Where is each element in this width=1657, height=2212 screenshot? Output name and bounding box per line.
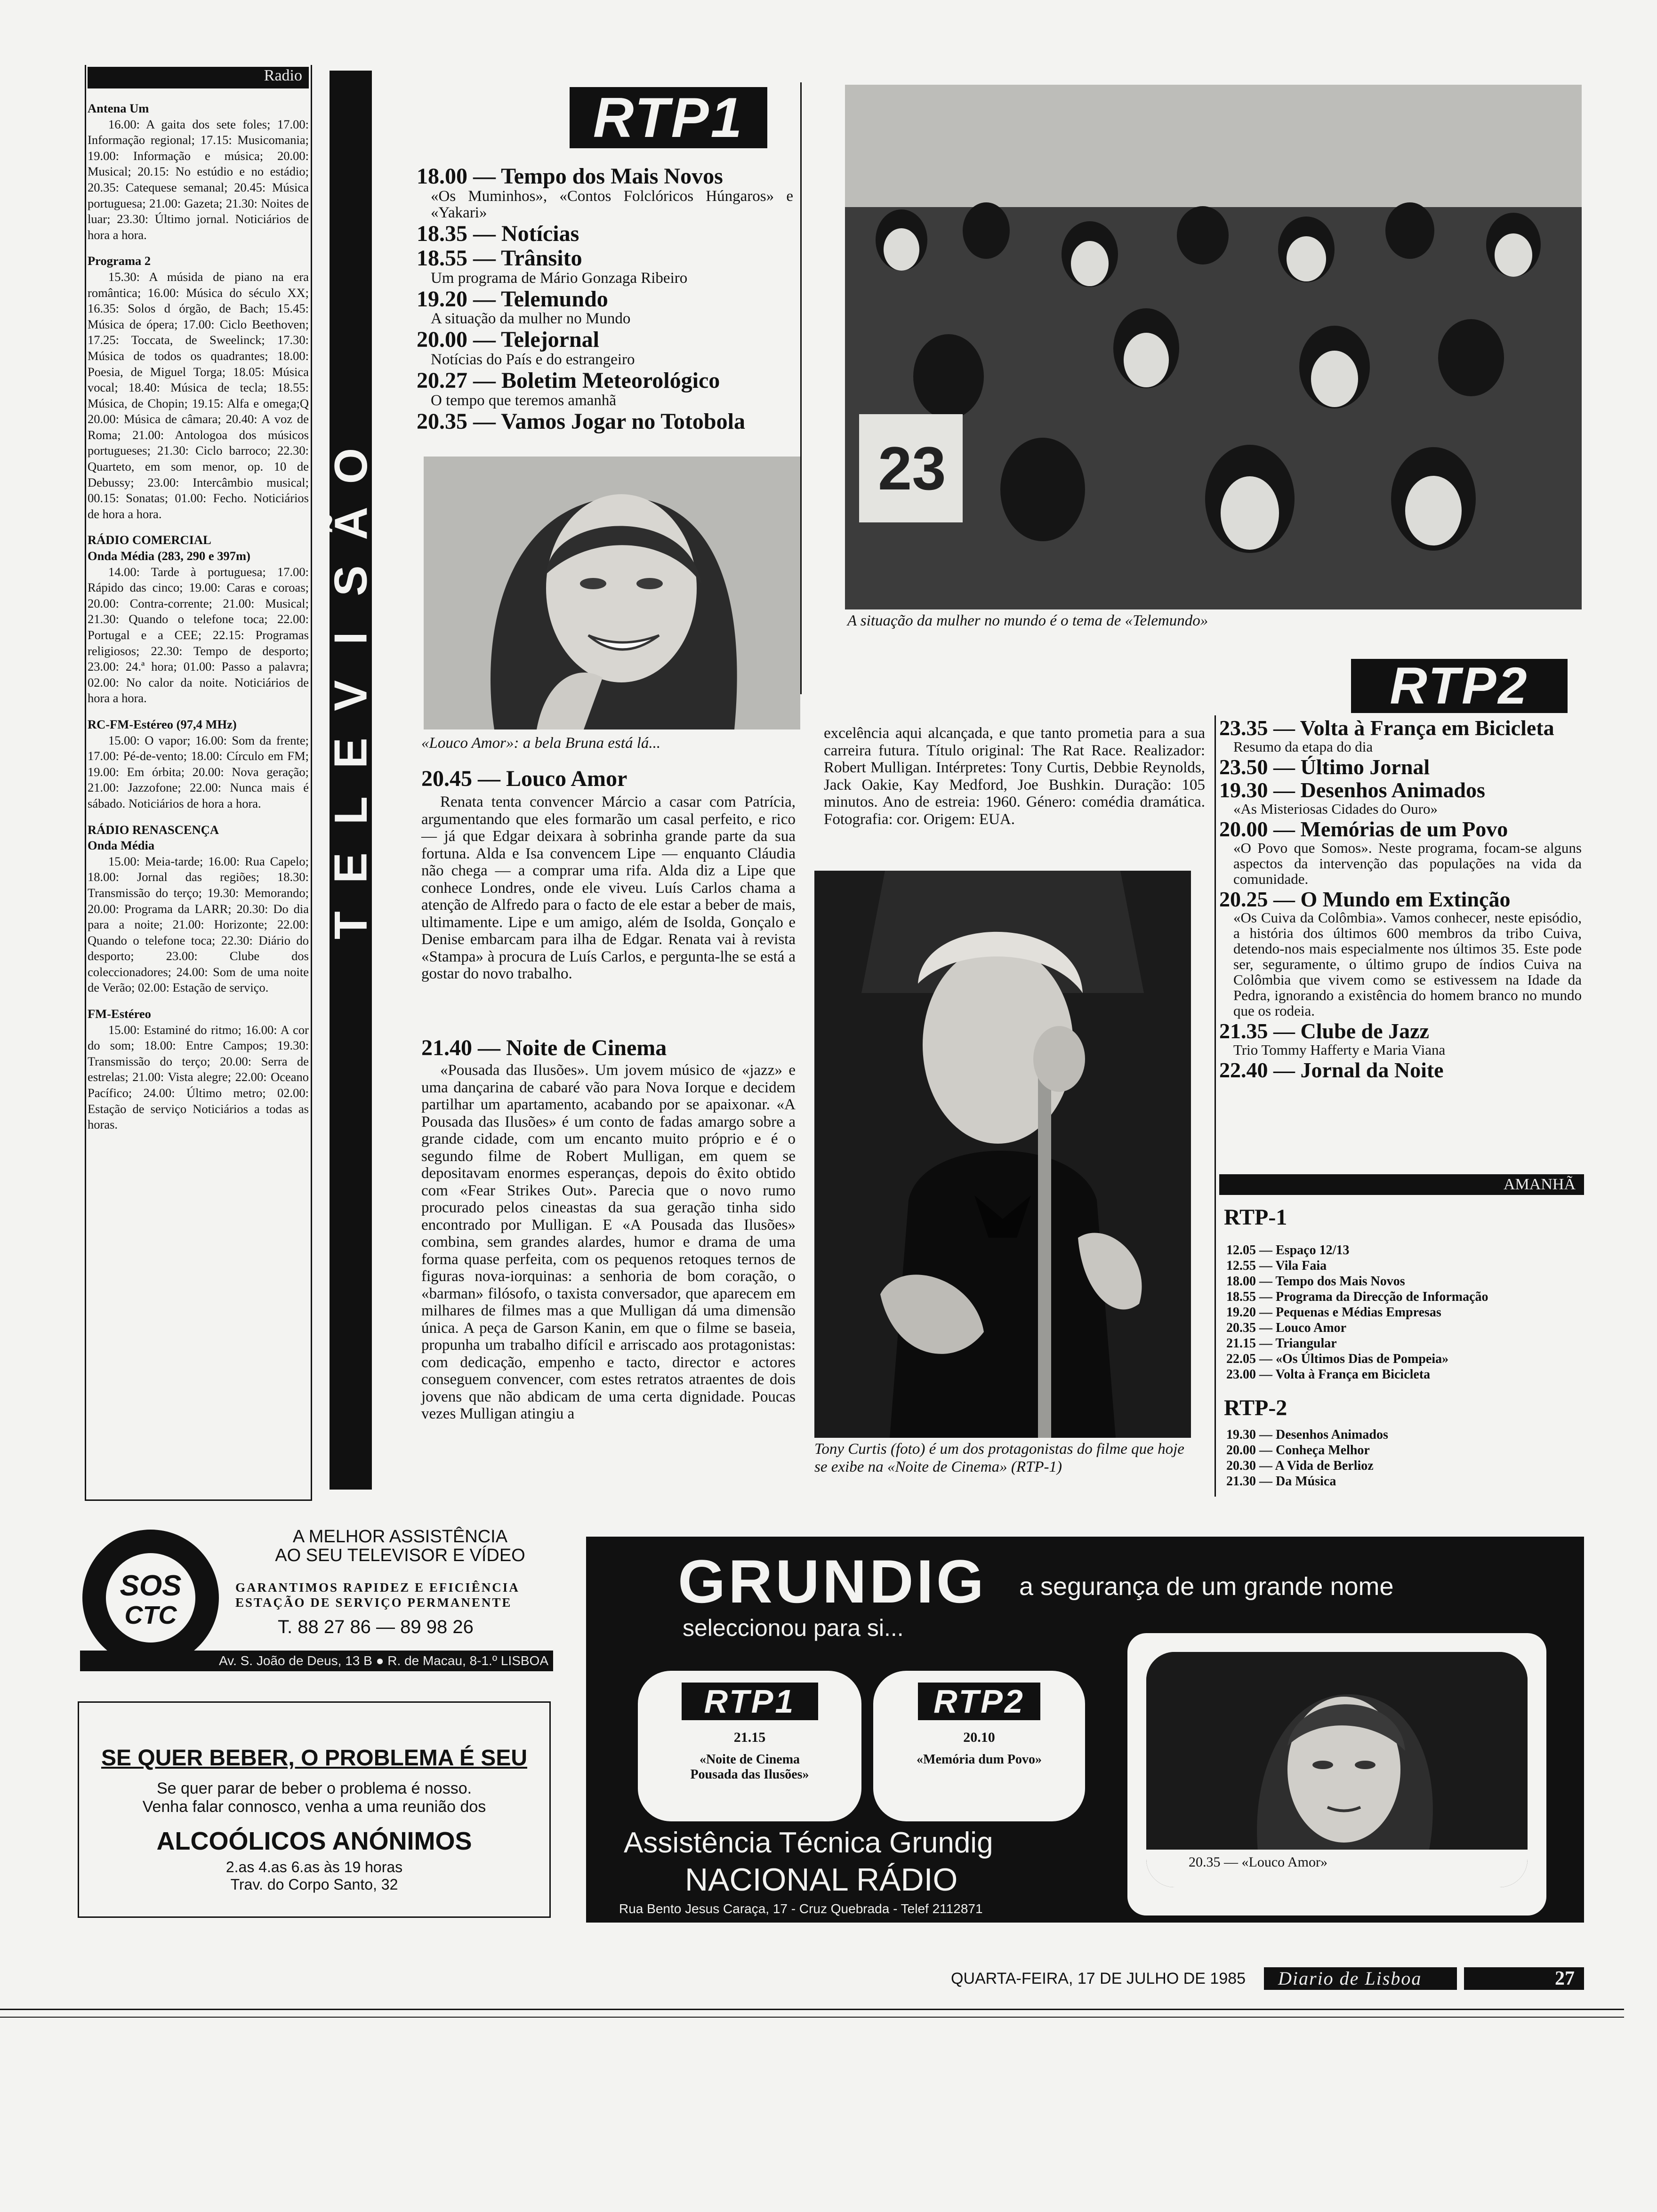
radio-station-schedule: 15.00: Estaminé do ritmo; 16.00: A cor do som; 18.00: Entre Campos; 19.30: Transmissão do terço; 20.00: Serra de estrelas; 21.00: Vista alegre; 22.00: Oceano Pacífico; 24.00: Último metro; 02.00: Estação de serviço Noticiários a todas as horas.	[88, 1022, 309, 1132]
rtp2-logo: RTP2	[1351, 659, 1568, 713]
televisao-letter: E	[325, 852, 377, 883]
amanha-item: 20.30 — A Vida de Berlioz	[1226, 1459, 1374, 1473]
program-title: 18.55 — Trânsito	[417, 245, 582, 271]
radio-bottom-rule	[85, 1499, 312, 1501]
grundig-slogan: a segurança de um grande nome	[1019, 1572, 1394, 1601]
grundig-rtp2-logo: RTP2	[918, 1683, 1040, 1720]
bruna-caption: «Louco Amor»: a bela Bruna está lá...	[421, 735, 661, 752]
aa-title: SE QUER BEBER, O PROBLEMA É SEU	[101, 1746, 527, 1771]
televisao-letter: V	[325, 680, 377, 711]
grundig-rtp2-card	[873, 1671, 1085, 1821]
aa-address: Trav. do Corpo Santo, 32	[230, 1876, 398, 1893]
program-title: 21.35 — Clube de Jazz	[1219, 1019, 1429, 1043]
amanha-item: 19.20 — Pequenas e Médias Empresas	[1226, 1305, 1441, 1320]
televisao-bar	[324, 71, 377, 1490]
televisao-letter: L	[325, 796, 377, 825]
program-title: 22.40 — Jornal da Noite	[1219, 1058, 1444, 1082]
amanha-rtp1-label: RTP-1	[1224, 1205, 1287, 1230]
grundig-tv-caption: 20.35 — «Louco Amor»	[1189, 1854, 1327, 1870]
radio-station-name: RÁDIO COMERCIAL	[88, 533, 211, 547]
bruna-photo	[424, 457, 800, 729]
noite-cinema-continuation: excelência aqui alcançada, e que tanto prometia para a sua carreira futura. Título original: The Rat Race. Realizador: Robert Mulligan. Intérpretes: Tony Curtis, Debbie Reynolds, Jack Oakie, Kay Medford, Joe Bushkin. Duração: 105 minutos. Ano de estreia: 1960. Género: comédia dramática. Fotografia: cor. Origem: EUA.	[824, 725, 1205, 828]
louco-amor-text: Renata tenta convencer Márcio a casar com Patrícia, argumentando que eles formarão um casal perfeito, e rico — já que Edgar deixara à sobrinha grande parte da sua fortuna. Alda e Isa convencem Lipe — enquanto Cláudia não chega — a comprar uma rifa. Alda diz a Lipe que conhece Londres, onde ele viveu. Luís Carlos chama a atenção de Alfredo para o facto de ele estar a beber de mais, ultimamente. Lipe e um amigo, além de Isolda, Gonçalo e Denise embarcam para ilha de Edgar. Renata vai à revista «Stampa» à procura de Luís Carlos, e pergunta-lhe se está a gostar do novo trabalho.	[421, 793, 796, 982]
sos-ctc-logo	[80, 1527, 231, 1668]
grundig-assist: Assistência Técnica Grundig	[624, 1827, 993, 1859]
radio-station-name: Antena Um	[88, 101, 149, 115]
amanha-item: 19.30 — Desenhos Animados	[1226, 1427, 1388, 1442]
program-title: 20.00 — Telejornal	[417, 327, 600, 353]
amanha-item: 12.05 — Espaço 12/13	[1226, 1243, 1350, 1258]
crowd-jersey-number: 23	[878, 434, 946, 503]
crowd-caption: A situação da mulher no mundo é o tema de «Telemundo»	[847, 612, 1208, 629]
radio-station-schedule: 16.00: A gaita dos sete foles; 17.00: Informação regional; 17.15: Musicomania; 19.00: Informação e música; 20.00: Musical; 20.15: No estúdio e no estádio; 20.35: Catequese semanal; 20.45: Música portuguesa; 21.00: Gazeta; 21.30: Noites de luar; 23.30: Último jornal. Noticiários de hora a hora.	[88, 117, 309, 242]
footer-page-number: 27	[1464, 1967, 1584, 1990]
televisao-letter: Ã	[325, 506, 377, 540]
rtp2-divider	[1215, 715, 1216, 1497]
rtp1-logo: RTP1	[570, 87, 767, 148]
crowd-photo	[845, 85, 1582, 609]
grundig-nacional: NACIONAL RÁDIO	[685, 1862, 958, 1898]
sos-tagline: GARANTIMOS RAPIDEZ E EFICIÊNCIA ESTAÇÃO DE SERVIÇO PERMANENTE	[235, 1580, 520, 1610]
radio-right-rule	[311, 65, 312, 1500]
radio-header: Radio	[88, 67, 309, 88]
amanha-item: 12.55 — Vila Faia	[1226, 1258, 1327, 1273]
radio-station-schedule: 15.30: A músida de piano na era romântica; 16.00: Música do século XX; 16.35: Solos d órgão, de Bach; 15.45: Música de ópera; 17.00: Ciclo Beethoven; 17.25: Toccata, de Sweelinck; 17.30: Música de todos os quadrantes; 18.00: Poesia, de Miguel Torga; 18.05: Música vocal; 18.40: Música de tecla; 18.55: Música, de Chopin; 19.15: Alfa e omega;Q 20.00: Música de câmara; 20.40: A voz de Roma; 21.00: Antologoa dos músicos portugueses; 21.30: Ciclo barroco; 22.30: Quarteto, em som menor, op. 10 de Debussy; 23.00: Intercâmbio musical; 00.15: Sonatas; 01.00: Fecho. Noticiários de hora a hora.	[88, 269, 309, 521]
ad-alcoolicos-anonimos	[78, 1701, 551, 1918]
sos-address: Av. S. João de Deus, 13 B ● R. de Macau, 8-1.º LISBOA	[80, 1651, 553, 1671]
televisao-letter: O	[324, 448, 377, 484]
radio-station-band: Onda Média	[88, 838, 155, 853]
noite-cinema-text: «Pousada das Ilusões». Um jovem músico de «jazz» e uma dançarina de cabaré vão para Nova Iorque e decidem partilhar um apartamento, acabando por se apaixonar. «A Pousada das Ilusões» é um conto de fadas amargo sobre a grande cidade, com um encanto muito próprio e é o segundo filme de Robert Mulligan, em quem se depositavam enormes esperanças, depois do êxito obtido com «Fear Strikes Out». Parecia que o novo rumo procurado pelos cineastas da sua geração tinha sido encontrado por Mulligan. E «A Pousada das Ilusões» combina, sem grandes alardes, humor e drama de uma forma quase perfeita, com os pequenos retoques ternos de figuras nova-iorquinas: a senhoria de bom coração, o «barman» filósofo, o taxista conversador, que aparecem em milhares de filmes mas a que Mulligan dá uma dimensão única. A peça de Garson Kanin, em que o filme se baseia, propunha um trabalho difícil e arriscado aos protagonistas: com dedicação, empenho e tacto, director e actores conseguem convencer, com estes retratos atraentes de dois jovens que não abdicam de uma certa dignidade. Poucas vezes Mulligan atingiu a	[421, 1062, 796, 1422]
grundig-rtp1-card	[638, 1671, 861, 1821]
amanha-item: 18.55 — Programa da Direcção de Informação	[1226, 1290, 1488, 1304]
program-title: 19.20 — Telemundo	[417, 286, 608, 312]
radio-station-schedule: 14.00: Tarde à portuguesa; 17.00: Rápido das cinco; 19.00: Caras e coroas; 20.00: Contra-corrente; 21.00: Musical; 21.30: Quando o telefone toca; 22.00: Portugal e a CEE; 22.15: Programas religiosos; 22.30: Tempo de desporto; 23.00: 24.ª hora; 01.00: Passo a palavra; 02.00: No calor da noite. Noticiários de hora a hora.	[88, 564, 309, 705]
program-title: 23.50 — Último Jornal	[1219, 754, 1430, 779]
grundig-tv	[1127, 1633, 1546, 1915]
sos-headline: A MELHOR ASSISTÊNCIA AO SEU TELEVISOR E VÍDEO	[275, 1527, 525, 1565]
radio-left-rule	[85, 65, 86, 1500]
footer-rule-2	[0, 2017, 1624, 2018]
program-description: «Os Cuiva da Colômbia». Vamos conhecer, neste episódio, a história dos últimos 600 membros da tribo Cuiva, detendo-nos mais especialmente nos últimos 35. Este pode ser, seguramente, o último grupo de índios Cuiva na Colômbia que vivem como se estivessem na Idade da Pedra, ignorando a existência do homem branco no mundo que os rodeia.	[1233, 909, 1582, 1019]
televisao-label	[324, 442, 377, 949]
program-title: 20.35 — Vamos Jogar no Totobola	[417, 409, 745, 434]
program-title: 20.00 — Memórias de um Povo	[1219, 817, 1508, 842]
program-description: Resumo da etapa do dia	[1233, 738, 1373, 755]
grundig-rtp2-l1: «Memória dum Povo»	[917, 1752, 1042, 1767]
aa-line1: Se quer parar de beber o problema é nosso.	[156, 1779, 472, 1797]
grundig-address: Rua Bento Jesus Caraça, 17 - Cruz Quebrada - Telef 2112871	[619, 1901, 983, 1916]
logo-ctc: CTC	[124, 1601, 177, 1629]
grundig-rtp1-l1: «Noite de Cinema	[699, 1752, 800, 1767]
program-description: «As Misteriosas Cidades do Ouro»	[1233, 801, 1438, 817]
grundig-rtp1-logo: RTP1	[682, 1683, 818, 1720]
tony-curtis-photo	[814, 871, 1191, 1438]
amanha-rtp2-label: RTP-2	[1224, 1395, 1287, 1420]
program-description: Trio Tommy Hafferty e Maria Viana	[1233, 1042, 1446, 1058]
rtp1-divider	[800, 82, 802, 694]
program-title: 20.25 — O Mundo em Extinção	[1219, 887, 1511, 911]
program-description: A situação da mulher no Mundo	[431, 310, 631, 328]
radio-station-schedule: 15.00: Meia-tarde; 16.00: Rua Capelo; 18.00: Jornal das regiões; 18.30: Transmissão do terço; 19.30: Memorando; 20.00: Programa da LARR; 20.30: Do dia para a noite; 21.00: Horizonte; 22.00: Quando o telefone toca; 22.30: Diário do desporto; 23.00: Clube dos coleccionadores; 24.00: Som de uma noite de Verão; 02.00: Estação de serviço.	[88, 854, 309, 995]
program-title: 23.35 — Volta à França em Bicicleta	[1219, 716, 1554, 740]
amanha-item: 21.15 — Triangular	[1226, 1336, 1337, 1351]
grundig-tv-screen	[1146, 1652, 1528, 1887]
radio-station-name: FM-Estéreo	[88, 1007, 151, 1021]
program-description: O tempo que teremos amanhã	[431, 392, 617, 409]
noite-cinema-title: 21.40 — Noite de Cinema	[421, 1035, 667, 1060]
radio-station-schedule: 15.00: O vapor; 16.00: Som da frente; 17.00: Pé-de-vento; 18.00: Círculo em FM; 19.00: Em órbita; 20.00: Nova geração; 21.00: Jazzofone; 22.00: Nunca mais é sábado. Noticiários de hora a hora.	[88, 733, 309, 810]
sos-phone: T. 88 27 86 — 89 98 26	[278, 1617, 474, 1637]
logo-sos: SOS	[120, 1570, 182, 1602]
grundig-rtp2-time: 20.10	[963, 1730, 995, 1745]
radio-stations	[88, 101, 309, 1133]
program-description: «O Povo que Somos». Neste programa, focam-se alguns aspectos da intervenção das populações na vida da comunidade.	[1233, 839, 1582, 887]
radio-station-name: RC-FM-Estéreo (97,4 MHz)	[88, 717, 237, 731]
televisao-letter: E	[325, 737, 377, 769]
footer-paper: Diario de Lisboa	[1264, 1967, 1457, 1990]
grundig-rtp1-l2: Pousada das Ilusões»	[690, 1767, 809, 1782]
aa-name: ALCOÓLICOS ANÓNIMOS	[156, 1827, 472, 1855]
ad-grundig	[586, 1537, 1584, 1923]
aa-days: 2.as 4.as 6.as às 19 horas	[225, 1859, 403, 1875]
amanha-item: 21.30 — Da Música	[1226, 1474, 1336, 1489]
program-description: Notícias do País e do estrangeiro	[431, 351, 635, 369]
footer-date: QUARTA-FEIRA, 17 DE JULHO DE 1985	[951, 1970, 1246, 1988]
program-title: 18.35 — Notícias	[417, 221, 579, 246]
televisao-letter: S	[325, 565, 377, 596]
radio-station-band: Onda Média (283, 290 e 397m)	[88, 549, 250, 563]
grundig-rtp1-time: 21.15	[733, 1730, 766, 1745]
program-description: Um programa de Mário Gonzaga Ribeiro	[431, 269, 688, 287]
amanha-item: 22.05 — «Os Últimos Dias de Pompeia»	[1226, 1352, 1449, 1366]
radio-station-name: Programa 2	[88, 254, 151, 268]
footer-rule	[0, 2009, 1624, 2010]
program-description: «Os Muminhos», «Contos Folclóricos Húngaros» e «Yakari»	[431, 187, 793, 221]
amanha-item: 23.00 — Volta à França em Bicicleta	[1226, 1367, 1431, 1382]
louco-amor-title: 20.45 — Louco Amor	[421, 766, 627, 791]
program-title: 18.00 — Tempo dos Mais Novos	[417, 164, 723, 189]
amanha-item: 18.00 — Tempo dos Mais Novos	[1226, 1274, 1405, 1289]
amanha-header: AMANHÃ	[1219, 1174, 1584, 1195]
grundig-sub: seleccionou para si...	[683, 1615, 904, 1641]
ad-sos-ctc	[80, 1527, 553, 1675]
televisao-letter: T	[325, 911, 377, 939]
amanha-item: 20.00 — Conheça Melhor	[1226, 1443, 1370, 1458]
radio-column	[88, 67, 309, 1500]
tony-curtis-caption: Tony Curtis (foto) é um dos protagonistas do filme que hoje se exibe na «Noite de Cinema» (RTP-1)	[814, 1441, 1184, 1475]
aa-line2: Venha falar connosco, venha a uma reunião dos	[142, 1798, 486, 1816]
grundig-brand: GRUNDIG	[678, 1547, 987, 1616]
program-title: 19.30 — Desenhos Animados	[1219, 778, 1485, 802]
amanha-item: 20.35 — Louco Amor	[1226, 1321, 1347, 1335]
program-title: 20.27 — Boletim Meteorológico	[417, 368, 720, 393]
radio-station-name: RÁDIO RENASCENÇA	[88, 822, 219, 837]
televisao-letter: I	[324, 632, 377, 645]
